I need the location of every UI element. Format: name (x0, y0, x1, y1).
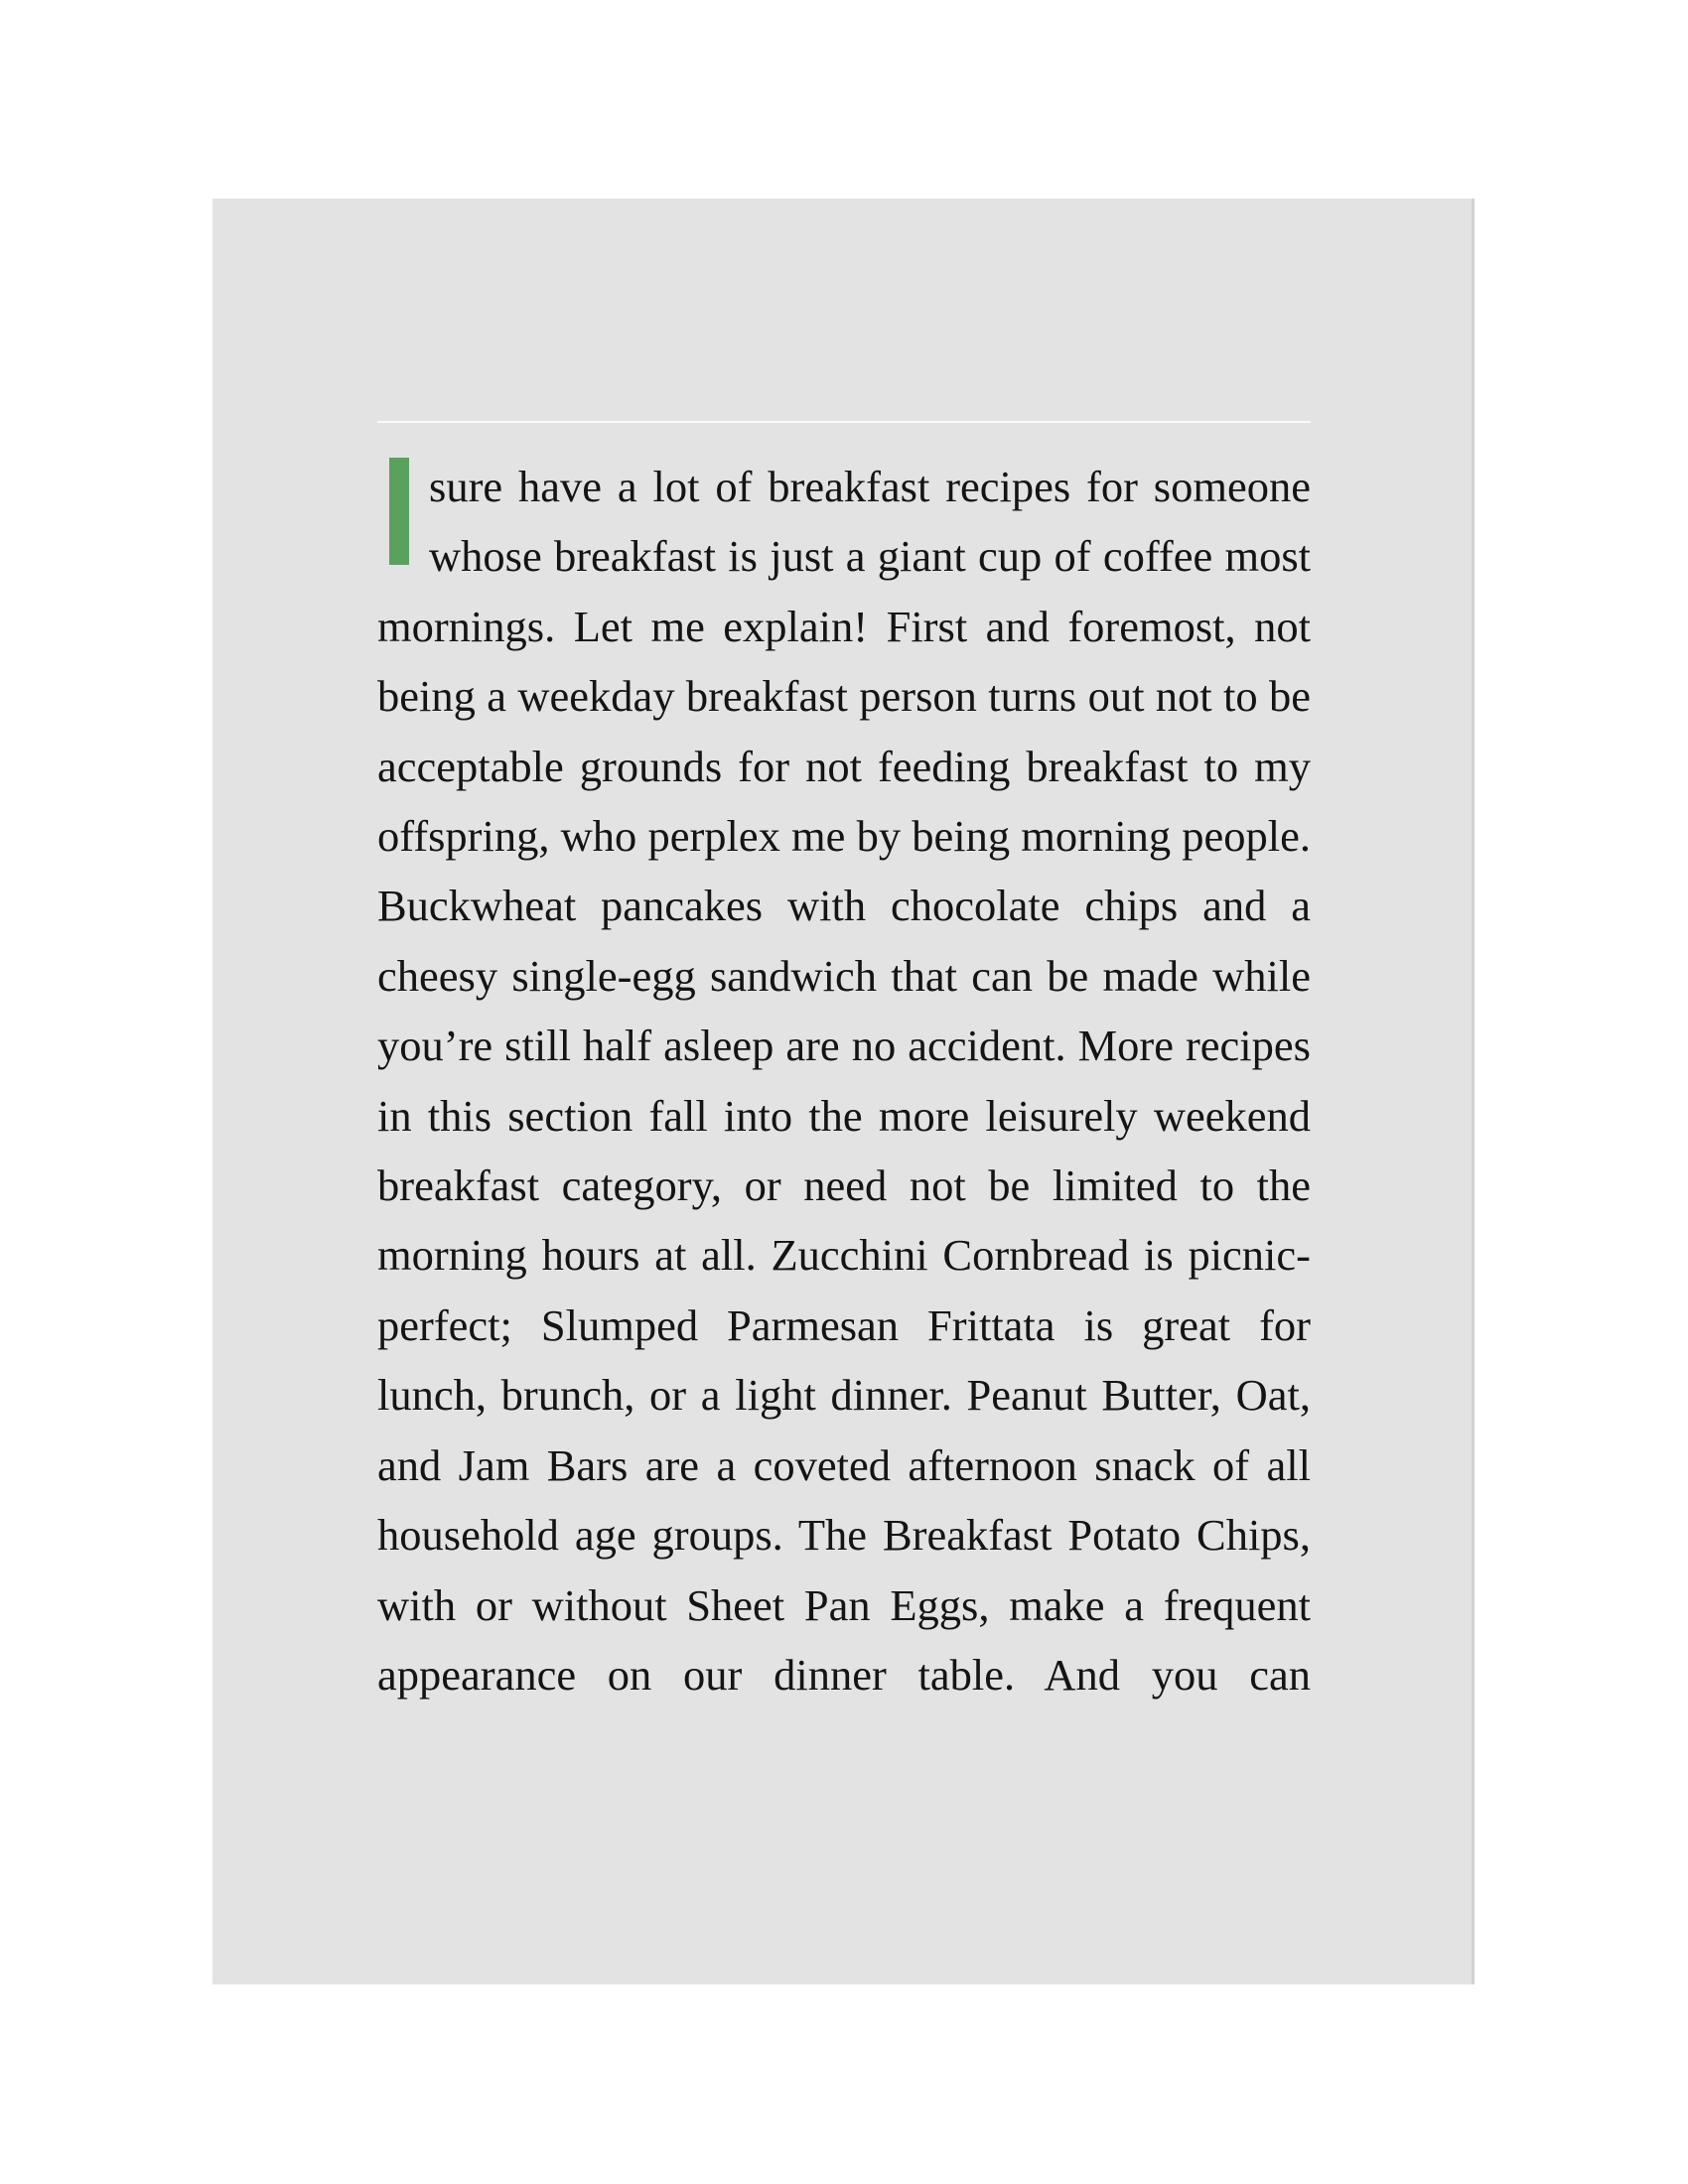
drop-cap (389, 458, 409, 565)
intro-paragraph-text: sure have a lot of breakfast recipes for someone whose breakfast is just a giant cup of coffee most mornings. Let me explain! First and foremost, not being a weekday breakfast person turns out not to be acceptable grounds for not feeding breakfast to my offspring, who perplex me by being morning people. Buckwheat pancakes with chocolate chips and a cheesy single-egg sandwich that can be made while you’re still half asleep are no accident. More recipes in this section fall into the more leisurely weekend breakfast category, or need not be limited to the morning hours at all. Zucchini Cornbread is picnic-perfect; Slumped Parmesan Frittata is great for lunch, brunch, or a light dinner. Peanut Butter, Oat, and Jam Bars are a coveted afternoon snack of all household age groups. The Breakfast Potato Chips, with or without Sheet Pan Eggs, make a frequent appearance on our dinner table. And you can (377, 462, 1311, 1700)
header-rule (377, 421, 1311, 423)
intro-paragraph (377, 452, 1311, 1709)
